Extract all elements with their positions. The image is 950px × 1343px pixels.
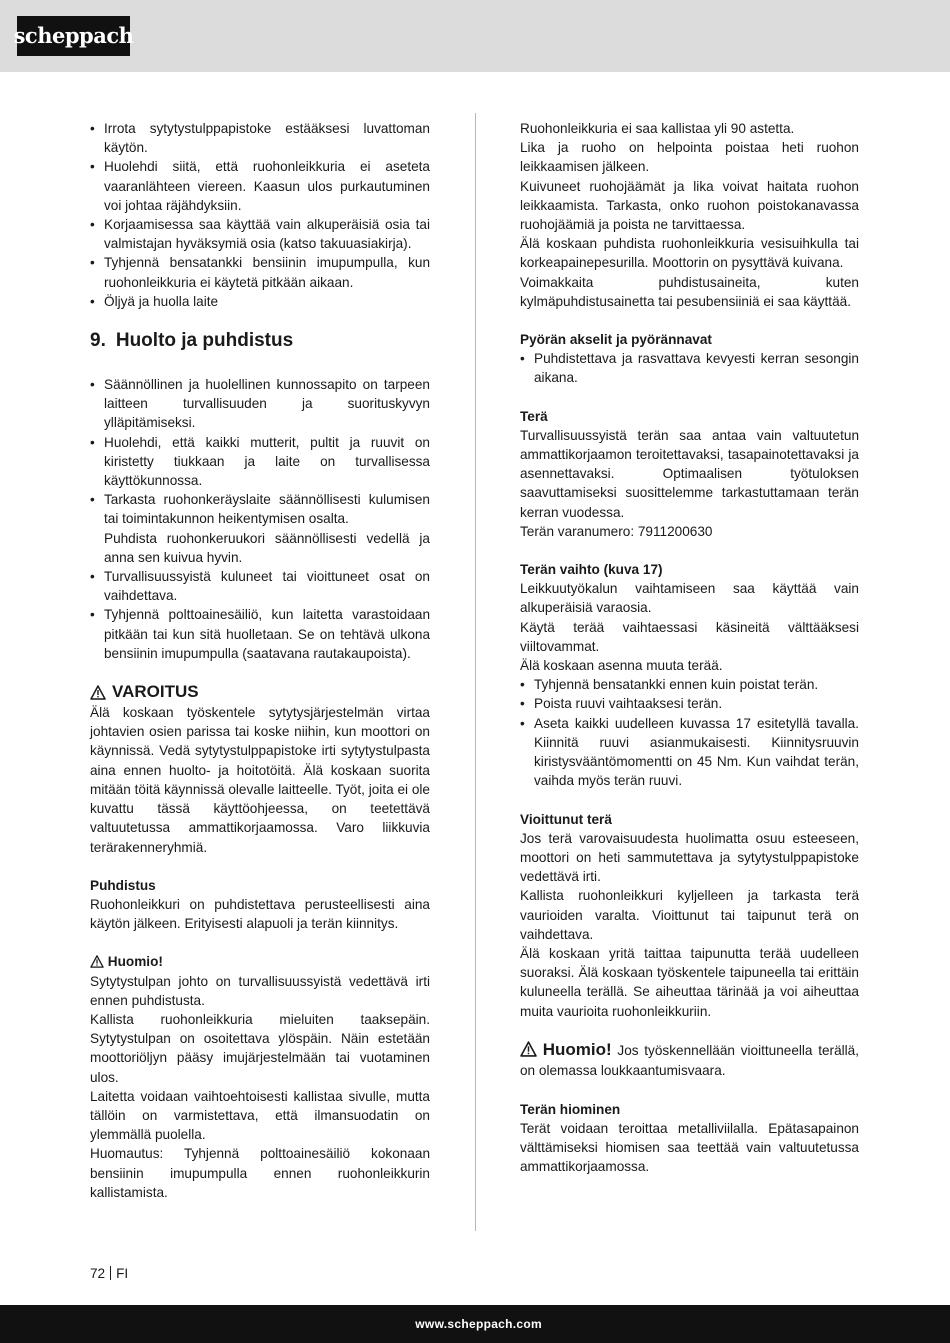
list-item: • Puhdistettava ja rasvattava kevyesti kerran sesongin aikana.: [520, 349, 859, 387]
left-column: [90, 119, 430, 1202]
list-item: • Säännöllinen ja huolellinen kunnossapito on tarpeen laitteen turvallisuuden ja suorituskyvyn ylläpitämiseksi.: [90, 375, 430, 433]
damaged-blade-paragraph: Kallista ruohonleikkuri kyljelleen ja tarkasta terä vaurioiden varalta. Vioittunut tai taipunut terä on vaihdettava.: [520, 888, 859, 942]
blade-change-heading: Terän vaihto (kuva 17): [520, 562, 663, 578]
list-item: • Tarkasta ruohonkeräyslaite säännöllisesti kulumisen tai toimintakunnon heikentymisen osalta.: [90, 490, 430, 528]
warning-triangle-icon: [90, 955, 104, 968]
blade-part-number: Terän varanumero: 7911200630: [520, 523, 713, 539]
list-item: • Huolehdi siitä, että ruohonleikkuria ei aseteta vaaranlähteen viereen. Kaasun ulos purkautuminen voi johtaa räjähdyksiin.: [90, 157, 430, 215]
wheels-list: [520, 349, 859, 387]
intro-paragraph: Voimakkaita puhdistusaineita, kuten kylmäpuhdistusainetta tai pesubensiiniä ei saa käyttää.: [520, 274, 859, 309]
intro-paragraph: Kuivuneet ruohojäämät ja lika voivat haitata ruohon leikkaamista. Tarkasta, onko ruohon poistokanavassa ruohojäämiä ja poista ne tarvittaessa.: [520, 178, 859, 233]
cleaning-heading: Puhdistus: [90, 877, 156, 893]
damaged-blade-paragraph: Älä koskaan yritä taittaa taipunutta terää uudelleen suoraksi. Älä koskaan työskentele taipuneella tai erittäin kuluneella terällä. Se aiheuttaa tärinää ja voi aiheuttaa muita vaurioita ruohonleikkuriin.: [520, 945, 859, 1019]
sharpening-text: Terät voidaan teroittaa metalliviilalla. Epätasapainon välttämiseksi hiomisen saa teettää vain valtuutetussa ammattikorjaamossa.: [520, 1120, 859, 1175]
attention-heading: [90, 952, 430, 971]
section-number: 9.: [90, 330, 106, 352]
intro-paragraph: Lika ja ruoho on helpointa poistaa heti ruohon leikkaamisen jälkeen.: [520, 140, 859, 175]
intro-paragraph: Älä koskaan puhdista ruohonleikkuria vesisuihkulla tai korkeapainepesurilla. Moottorin on pysyttävä kuivana.: [520, 236, 859, 271]
list-item: • Irrota sytytystulppapistoke estääksesi luvattoman käytön.: [90, 119, 430, 157]
list-item: • Tyhjennä polttoainesäiliö, kun laitetta varastoidaan pitkään tai kun sitä huolletaan. Se on tehtävä ulkona bensiinin imupumpulla (saatavana rautakaupoista).: [90, 605, 430, 663]
injury-note-title: Huomio!: [542, 1039, 612, 1059]
scheppach-logo: scheppach: [17, 16, 130, 56]
wheels-heading: Pyörän akselit ja pyörännavat: [520, 332, 712, 348]
column-divider: [475, 113, 476, 1231]
cleaning-text: Ruohonleikkuri on puhdistettava perusteellisesti aina käytön jälkeen. Erityisesti alapuoli ja terän kiinnitys.: [90, 896, 430, 932]
list-item: • Turvallisuussyistä kuluneet tai vioittuneet osat on vaihdettava.: [90, 567, 430, 605]
list-item: • Öljyä ja huolla laite: [90, 292, 430, 311]
attention-paragraph: Kallista ruohonleikkuria mieluiten taaksepäin. Sytytystulpan on osoitettava ylöspäin. Näin estetään moottoriöljyn pääsy imujärjestelmään tai vuotaminen ulos.: [90, 1011, 430, 1085]
warning-heading: [90, 681, 430, 703]
blade-change-paragraph: Käytä terää vaihtaessasi käsineitä välttääksesi viiltovammat.: [520, 619, 859, 654]
page-number-value: 72: [90, 1266, 106, 1281]
intro-paragraph: Ruohonleikkuria ei saa kallistaa yli 90 astetta.: [520, 121, 795, 136]
injury-note-text: Jos työskennellään vioittuneella terällä, on olemassa loukkaantumisvaara.: [520, 1042, 860, 1078]
blade-change-paragraph: Älä koskaan asenna muuta terää.: [520, 658, 723, 674]
list-item-continuation: Puhdista ruohonkeruukori säännöllisesti vedellä ja anna sen kuivua hyvin.: [104, 530, 430, 565]
attention-paragraph: Sytytystulpan johto on turvallisuussyistä vedettävä irti ennen puhdistusta.: [90, 973, 430, 1008]
list-item: • Korjaamisessa saa käyttää vain alkuperäisiä osia tai valmistajan hyväksymiä osia (katso takuuasiakirja).: [90, 215, 430, 253]
attention-paragraph: Huomautus: Tyhjennä polttoainesäiliö kokonaan bensiinin imupumpulla ennen ruohonleikkurin kallistamista.: [90, 1146, 430, 1200]
section-heading: [90, 329, 430, 353]
attention-title: Huomio!: [107, 954, 163, 970]
list-item: • Huolehdi, että kaikki mutterit, pultit ja ruuvit on kiristetty tiukkaan ja laite on turvallisessa käyttökunnossa.: [90, 433, 430, 491]
blade-change-paragraph: Leikkuutyökalun vaihtamiseen saa käyttää vain alkuperäisiä varaosia.: [520, 581, 859, 616]
warning-text: Älä koskaan työskentele sytytysjärjestelmän virtaa johtavien osien parissa tai koske niihin, kun moottori on käynnissä. Vedä sytytystulppapistoke irti sytytystulpasta aina ennen huolto- ja hoitotöitä. Älä koskaan suorita mitään töitä käynnissä olevalle laitteelle. Työt, joita ei ole kuvattu tässä käyttöohjeessa, on teetettävä valtuutetussa ammattikorjaamossa. Varo liikkuvia terärakenneryhmiä.: [90, 705, 430, 855]
website-link[interactable]: www.scheppach.com: [415, 1317, 542, 1331]
sharpening-heading: Terän hiominen: [520, 1101, 621, 1117]
footer-band: [0, 1305, 950, 1343]
right-column: [520, 119, 859, 1177]
injury-note: [520, 1040, 859, 1081]
section-title: Huolto ja puhdistus: [115, 330, 294, 352]
blade-text: Turvallisuussyistä terän saa antaa vain valtuutetun ammattikorjaamon teroitettavaksi, tasapainotettavaksi ja asennettavaksi. Optimaalisen työtuloksen saavuttamiseksi suosittelemme tarkastuttamaan terän kerran vuodessa.: [520, 427, 859, 520]
attention-paragraph: Laitetta voidaan vaihtoehtoisesti kallistaa sivulle, mutta tällöin on varmistettava, että ilmansuodatin on ylemmällä puolella.: [90, 1088, 430, 1143]
page-number: [90, 1264, 128, 1283]
header-band: [0, 0, 950, 72]
maintenance-bullet-list: [90, 375, 430, 529]
maintenance-bullet-list-2: [90, 567, 430, 663]
list-item: • Tyhjennä bensatankki ennen kuin poistat terän.: [520, 675, 859, 694]
page-language: FI: [116, 1266, 129, 1281]
damaged-blade-paragraph: Jos terä varovaisuudesta huolimatta osuu esteeseen, moottori on heti sammutettava ja sytytystulppapistoke vedettävä irti.: [520, 830, 859, 885]
warning-triangle-icon: [520, 1041, 537, 1057]
list-item: • Poista ruuvi vaihtaaksesi terän.: [520, 694, 859, 713]
blade-heading: Terä: [520, 408, 548, 424]
list-item: • Aseta kaikki uudelleen kuvassa 17 esitetyllä tavalla. Kiinnitä ruuvi asianmukaisesti. Kiinnitysruuvin kiristysvääntömomentti on 45 Nm. Kun vaihdat terän, vaihda myös terän ruuvi.: [520, 714, 859, 791]
top-bullet-list: [90, 119, 430, 311]
list-item: • Tyhjennä bensatankki bensiinin imupumpulla, kun ruohonleikkuria ei käytetä pitkään aikaan.: [90, 253, 430, 291]
warning-triangle-icon: [90, 685, 106, 700]
page-number-separator: [110, 1266, 111, 1280]
blade-change-list: [520, 675, 859, 790]
damaged-blade-heading: Vioittunut terä: [520, 811, 612, 827]
warning-title: VAROITUS: [112, 682, 199, 702]
